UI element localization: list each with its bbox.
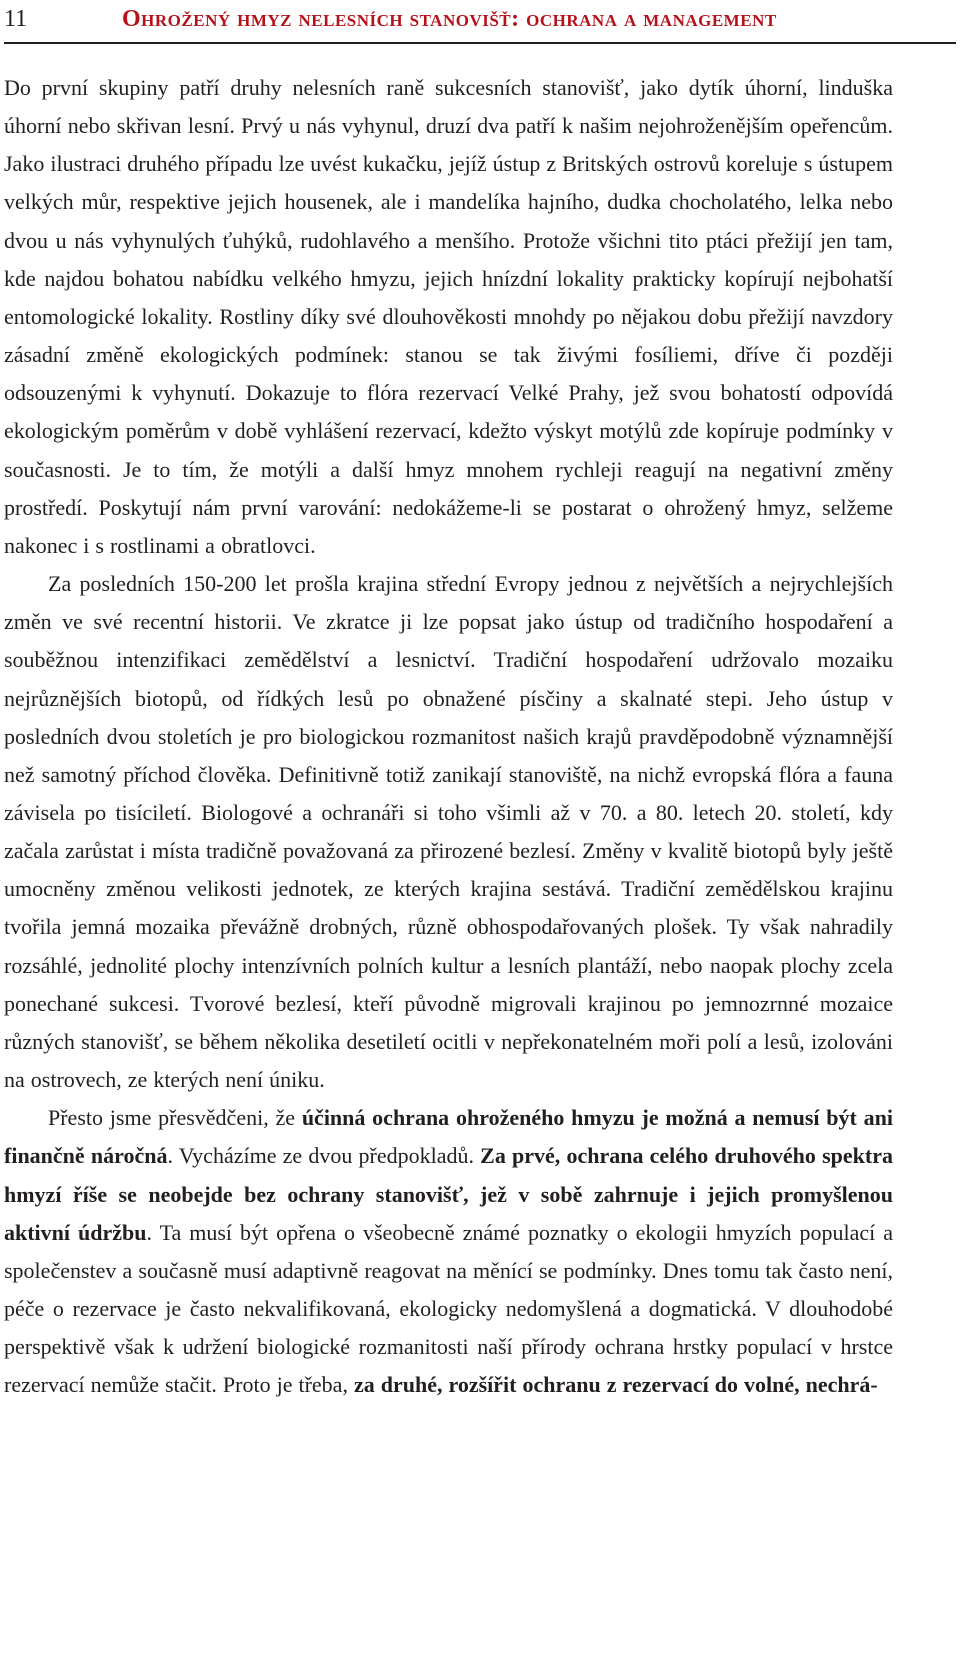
text-run: . Ta musí být opřena o všeobecně známé poznatky o ekologii hmyzích populací a společenstev a současně musí adaptivně reagovat na měnící se podmínky. Dnes tomu tak často není, péče o rezervace je často nekvalifikovaná, ekologicky nedomyšlená a dogmatická. V dlouhodobé perspektivě však k udržení biologické rozmanitosti naší přírody ochrana hrstky populací v hrstce rezervací nemůže stačit. Proto je třeba, bbox=[4, 1219, 893, 1398]
chapter-title: Ohrožený hmyz nelesních stanovišť: ochrana a management bbox=[122, 6, 777, 32]
bold-run: Za prvé, ochrana celého druhového spektra hmyzí říše se neobejde bez ochrany stanovišť, jež v sobě zahrnuje i jejich promyšlenou aktivní údržbu bbox=[4, 1143, 893, 1245]
running-header bbox=[4, 2, 956, 38]
text-run: . Vycházíme ze dvou předpokladů. bbox=[167, 1143, 481, 1169]
paragraph-2: Za posledních 150-200 let prošla krajina střední Evropy jednou z největších a nejrychlejších změn ve své recentní historii. Ve zkratce ji lze popsat jako ústup od tradičního hospodaření a souběžnou intenzifikaci zemědělství a lesnictví. Tradiční hospodaření udržovalo mozaiku nejrůznějších biotopů, od řídkých lesů po obnažené písčiny a skalnaté stepi. Jeho ústup v posledních dvou stoletích je pro biologickou rozmanitost našich krajů pravděpodobně významnější než samotný příchod člověka. Definitivně totiž zanikají stanoviště, na nichž evropská flóra a fauna závisela po tisíciletí. Biologové a ochranáři si toho všimli až v 70. a 80. letech 20. století, kdy začala zarůstat i místa tradičně považovaná za přirozené bezlesí. Změny v kvalitě biotopů byly ještě umocněny změnou velikosti jednotek, ze kterých krajina sestává. Tradiční zemědělskou krajinu tvořila jemná mozaika převážně drobných, různě obhospodařovaných plošek. Ty však nahradily rozsáhlé, jednolité plochy intenzívních polních kultur a lesních plantáží, nebo naopak plochy zcela ponechané sukcesi. Tvorové bezlesí, kteří původně migrovali krajinou po jemnozrnné mozaice různých stanovišť, se během několika desetiletí ocitli v nepřekonatelném moři polí a lesů, izolováni na ostrovech, ze kterých není úniku. bbox=[4, 571, 893, 1093]
bold-run: za druhé, rozšířit ochranu z rezervací do volné, nechrá- bbox=[353, 1372, 878, 1398]
paragraph-3 bbox=[4, 1099, 893, 1404]
paragraph-1: Do první skupiny patří druhy nelesních raně sukcesních stanovišť, jako dytík úhorní, linduška úhorní nebo skřivan lesní. Prvý u nás vyhynul, druzí dva patří k našim nejohroženějším opeřencům. Jako ilustraci druhého případu lze uvést kukačku, jejíž ústup z Britských ostrovů koreluje s ústupem velkých můr, respektive jejich housenek, ale i mandelíka hajního, dudka chocholatého, lelka nebo dvou u nás vyhynulých ťuhýků, rudohlavého a menšího. Protože všichni tito ptáci přežijí jen tam, kde najdou bohatou nabídku velkého hmyzu, jejich hnízdní lokality prakticky kopírují nejbohatší entomologické lokality. Rostliny díky své dlouhověkosti mnohdy po nějakou dobu přežijí navzdory zásadní změně ekologických podmínek: stanou se tak živými fosíliemi, dříve či později odsouzenými k vyhynutí. Dokazuje to flóra rezervací Velké Prahy, jež svou bohatostí odpovídá ekologickým poměrům v době vyhlášení rezervací, kdežto výskyt motýlů zde kopíruje podmínky v současnosti. Je to tím, že motýli a další hmyz mnohem rychleji reagují na negativní změny prostředí. Poskytují nám první varování: nedokážeme-li se postarat o ohrožený hmyz, selžeme nakonec i s rostlinami a obratlovci. bbox=[4, 75, 893, 558]
body-text bbox=[4, 69, 893, 1404]
header-rule bbox=[4, 42, 956, 44]
text-run: Přesto jsme přesvědčeni, že bbox=[48, 1105, 302, 1131]
bold-run: účinná ochrana ohroženého hmyzu je možná a nemusí být ani finančně náročná bbox=[4, 1105, 894, 1169]
page-number: 11 bbox=[4, 6, 28, 32]
